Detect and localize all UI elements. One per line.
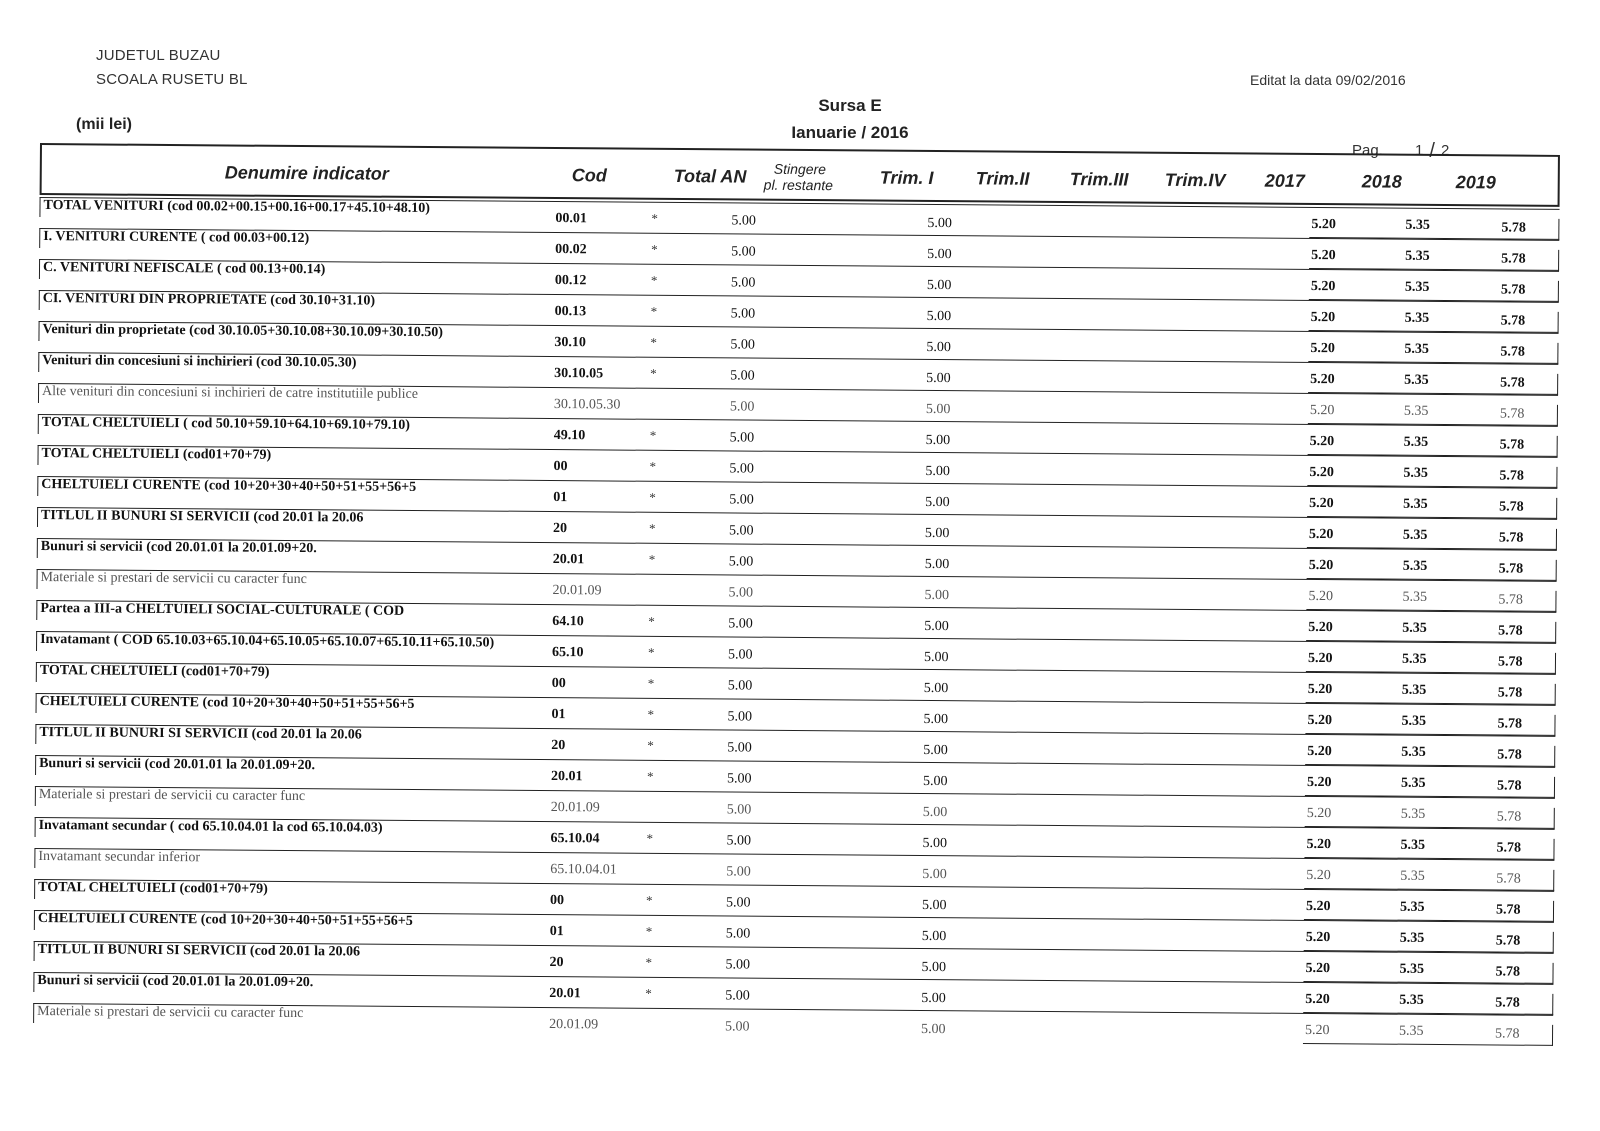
- indicator-name: CHELTUIELI CURENTE (cod 10+20+30+40+50+51+55+56+5: [41, 477, 417, 495]
- indicator-code: 20.01.09: [549, 1017, 599, 1033]
- year-2019-value: 5.78: [1496, 840, 1522, 856]
- indicator-code: 30.10.05.30: [553, 397, 621, 413]
- year-2018-value: 5.35: [1404, 372, 1429, 388]
- total-an-value: 5.00: [725, 926, 751, 942]
- year-2017-value: 5.20: [1306, 805, 1332, 822]
- year-2018-value: 5.35: [1401, 744, 1426, 760]
- star-marker: *: [650, 303, 658, 319]
- year-2019-value: 5.78: [1495, 995, 1520, 1011]
- trim1-value: 5.00: [922, 773, 948, 790]
- indicator-code: 01: [553, 490, 568, 506]
- page-separator: /: [1429, 140, 1435, 162]
- year-2017-value: 5.20: [1307, 650, 1333, 667]
- col-header-name: Denumire indicator: [224, 161, 389, 184]
- indicator-code: 65.10.04: [550, 831, 600, 847]
- indicator-name: TOTAL CHELTUIELI (cod01+70+79): [39, 663, 270, 680]
- year-2017-value: 5.20: [1309, 495, 1334, 512]
- year-2018-value: 5.35: [1401, 682, 1427, 698]
- star-marker: *: [645, 923, 653, 939]
- year-2019-value: 5.78: [1498, 592, 1524, 608]
- year-2018-value: 5.35: [1404, 310, 1430, 326]
- trim1-value: 5.00: [921, 897, 947, 914]
- star-marker: *: [649, 427, 657, 443]
- year-2018-value: 5.35: [1403, 465, 1429, 481]
- indicator-code: 00.01: [555, 211, 587, 227]
- total-an-value: 5.00: [727, 740, 752, 756]
- indicator-name: TOTAL CHELTUIELI (cod01+70+79): [38, 880, 268, 897]
- total-an-value: 5.00: [730, 337, 755, 353]
- total-an-value: 5.00: [729, 399, 755, 415]
- trim1-value: 5.00: [921, 1021, 946, 1038]
- indicator-name: TOTAL CHELTUIELI (cod01+70+79): [41, 446, 272, 463]
- year-2017-value: 5.20: [1306, 867, 1331, 884]
- year-2017-value: 5.20: [1305, 929, 1331, 946]
- col-header-2017: 2017: [1264, 170, 1305, 191]
- indicator-name: Invatamant secundar inferior: [38, 849, 201, 866]
- year-2019-value: 5.78: [1498, 561, 1524, 577]
- year-2017-value: 5.20: [1308, 588, 1334, 605]
- edit-date: Editat la data 09/02/2016: [1250, 72, 1406, 88]
- year-2018-value: 5.35: [1399, 961, 1425, 977]
- star-marker: *: [650, 365, 657, 381]
- year-2017-value: 5.20: [1305, 898, 1331, 915]
- star-marker: *: [645, 954, 653, 970]
- year-2018-value: 5.35: [1405, 248, 1430, 264]
- total-an-value: 5.00: [729, 461, 755, 477]
- year-2017-value: 5.20: [1307, 712, 1333, 729]
- year-2019-value: 5.78: [1501, 251, 1526, 267]
- total-an-value: 5.00: [730, 368, 755, 384]
- year-2018-value: 5.35: [1400, 806, 1426, 822]
- indicator-code: 20.01: [550, 769, 583, 785]
- year-2019-value: 5.78: [1500, 282, 1526, 298]
- trim1-value: 5.00: [926, 308, 952, 325]
- document-header: [96, 44, 248, 92]
- indicator-code: 30.10: [554, 335, 587, 351]
- year-2017-value: 5.20: [1305, 960, 1331, 977]
- star-marker: *: [648, 613, 655, 629]
- indicator-code: 49.10: [553, 428, 586, 444]
- col-header-total: Total AN: [673, 165, 747, 187]
- indicator-code: 00.13: [554, 304, 587, 320]
- indicator-name: Venituri din proprietate (cod 30.10.05+30.10.08+30.10.09+30.10.50): [42, 322, 443, 341]
- period-title: Ianuarie / 2016: [791, 123, 909, 142]
- total-an-value: 5.00: [729, 492, 754, 508]
- page-current: 1: [1415, 142, 1424, 159]
- year-2019-value: 5.78: [1499, 468, 1524, 484]
- year-2018-value: 5.35: [1402, 620, 1427, 636]
- year-2019-value: 5.78: [1497, 654, 1523, 670]
- indicator-code: 00.12: [554, 273, 587, 289]
- total-an-value: 5.00: [727, 709, 753, 725]
- trim1-value: 5.00: [925, 463, 951, 480]
- col-header-stingere-line2: pl. restante: [763, 176, 834, 194]
- year-2017-value: 5.20: [1306, 774, 1332, 791]
- indicator-name: Bunuri si servicii (cod 20.01.01 la 20.01.09+20.: [37, 973, 314, 991]
- trim1-value: 5.00: [926, 277, 952, 294]
- year-2017-value: 5.20: [1306, 836, 1332, 853]
- indicator-name: Bunuri si servicii (cod 20.01.01 la 20.01.09+20.: [40, 539, 317, 557]
- star-marker: *: [651, 210, 658, 226]
- year-2017-value: 5.20: [1310, 340, 1335, 357]
- trim1-value: 5.00: [924, 525, 950, 542]
- total-an-value: 5.00: [731, 244, 756, 260]
- indicator-code: 20.01.09: [552, 583, 602, 599]
- year-2018-value: 5.35: [1403, 434, 1429, 450]
- year-2019-value: 5.78: [1501, 220, 1526, 236]
- trim1-value: 5.00: [924, 618, 949, 635]
- indicator-code: 20.01: [549, 986, 581, 1002]
- trim1-value: 5.00: [923, 649, 949, 666]
- star-marker: *: [648, 551, 656, 567]
- total-an-value: 5.00: [727, 678, 753, 694]
- trim1-value: 5.00: [923, 711, 949, 728]
- indicator-name: Materiale si prestari de servicii cu caracter func: [40, 570, 307, 588]
- year-2019-value: 5.78: [1498, 623, 1523, 639]
- table-header: [40, 143, 1560, 207]
- indicator-name: Venituri din concesiuni si inchirieri (cod 30.10.05.30): [42, 353, 357, 371]
- indicator-code: 00: [551, 676, 566, 692]
- year-2017-value: 5.20: [1305, 991, 1330, 1008]
- year-2019-value: 5.78: [1495, 902, 1521, 918]
- total-an-value: 5.00: [730, 306, 756, 322]
- indicator-code: 20: [549, 955, 564, 971]
- star-marker: *: [648, 520, 656, 536]
- indicator-code: 20: [551, 738, 566, 754]
- year-2019-value: 5.78: [1495, 933, 1521, 949]
- trim1-value: 5.00: [924, 587, 950, 604]
- indicator-code: 64.10: [552, 614, 584, 630]
- trim1-value: 5.00: [926, 370, 951, 387]
- col-header-stingere-line1: Stingere: [773, 160, 827, 178]
- year-2017-value: 5.20: [1305, 1022, 1330, 1039]
- year-2017-value: 5.20: [1307, 681, 1333, 698]
- indicator-name: TITLUL II BUNURI SI SERVICII (cod 20.01 la 20.06: [39, 725, 362, 743]
- page-total: 2: [1440, 142, 1450, 159]
- total-an-value: 5.00: [725, 895, 751, 911]
- county-name: JUDETUL BUZAU: [96, 47, 221, 64]
- indicator-name: TOTAL VENITURI (cod 00.02+00.15+00.16+00.17+45.10+48.10): [43, 198, 430, 217]
- total-an-value: 5.00: [728, 585, 754, 601]
- total-an-value: 5.00: [730, 275, 756, 291]
- year-2019-value: 5.78: [1498, 530, 1524, 546]
- col-header-trim2: Trim.II: [975, 167, 1030, 189]
- indicator-code: 65.10.04.01: [550, 862, 617, 878]
- year-2018-value: 5.35: [1401, 713, 1427, 729]
- col-header-cod: Cod: [571, 164, 607, 185]
- year-2017-value: 5.20: [1309, 433, 1335, 450]
- total-an-value: 5.00: [726, 864, 751, 880]
- total-an-value: 5.00: [726, 802, 752, 818]
- trim1-value: 5.00: [925, 432, 951, 449]
- year-2018-value: 5.35: [1403, 496, 1428, 512]
- trim1-value: 5.00: [922, 835, 948, 852]
- star-marker: *: [650, 334, 658, 350]
- indicator-name: Bunuri si servicii (cod 20.01.01 la 20.01.09+20.: [39, 756, 316, 774]
- school-name: SCOALA RUSETU BL: [96, 71, 248, 88]
- budget-table: [33, 143, 1560, 1077]
- trim1-value: 5.00: [925, 401, 951, 418]
- year-2019-value: 5.78: [1497, 747, 1522, 763]
- indicator-code: 65.10: [551, 645, 584, 661]
- year-2017-value: 5.20: [1310, 371, 1335, 388]
- total-an-value: 5.00: [725, 1019, 750, 1035]
- year-2019-value: 5.78: [1496, 778, 1522, 794]
- year-2019-value: 5.78: [1497, 685, 1523, 701]
- year-2018-value: 5.35: [1403, 403, 1429, 419]
- total-an-value: 5.00: [729, 430, 755, 446]
- total-an-value: 5.00: [726, 771, 752, 787]
- trim1-value: 5.00: [922, 804, 948, 821]
- indicator-code: 30.10.05: [554, 366, 604, 382]
- trim1-value: 5.00: [921, 959, 947, 976]
- year-2018-value: 5.35: [1400, 868, 1425, 884]
- indicator-name: CHELTUIELI CURENTE (cod 10+20+30+40+50+51+55+56+5: [37, 911, 413, 929]
- year-2018-value: 5.35: [1402, 527, 1428, 543]
- total-an-value: 5.00: [728, 523, 754, 539]
- year-2019-value: 5.78: [1499, 406, 1525, 422]
- year-2017-value: 5.20: [1311, 216, 1336, 233]
- indicator-name: Partea a III-a CHELTUIELI SOCIAL-CULTURALE ( COD: [40, 601, 405, 619]
- indicator-code: 01: [551, 707, 566, 723]
- year-2017-value: 5.20: [1309, 402, 1335, 419]
- year-2018-value: 5.35: [1404, 279, 1430, 295]
- indicator-code: 00: [550, 893, 565, 909]
- star-marker: *: [647, 644, 655, 660]
- year-2017-value: 5.20: [1308, 557, 1334, 574]
- year-2017-value: 5.20: [1310, 278, 1336, 295]
- year-2019-value: 5.78: [1499, 437, 1525, 453]
- star-marker: *: [647, 737, 654, 753]
- indicator-name: CI. VENITURI DIN PROPRIETATE (cod 30.10+31.10): [42, 291, 376, 309]
- page-label: Pag.: [1352, 142, 1383, 159]
- total-an-value: 5.00: [725, 988, 750, 1004]
- indicator-name: Materiale si prestari de servicii cu caracter func: [38, 787, 306, 805]
- year-2019-value: 5.78: [1494, 1026, 1520, 1042]
- col-header-stingere: [764, 151, 834, 204]
- source-title: Sursa E: [818, 96, 882, 115]
- indicator-name: TOTAL CHELTUIELI ( cod 50.10+59.10+64.10+69.10+79.10): [41, 415, 410, 433]
- trim1-value: 5.00: [921, 928, 947, 945]
- star-marker: *: [647, 675, 655, 691]
- total-an-value: 5.00: [728, 554, 754, 570]
- year-2019-value: 5.78: [1500, 375, 1525, 391]
- star-marker: *: [645, 985, 652, 1001]
- year-2018-value: 5.35: [1401, 651, 1427, 667]
- indicator-name: I. VENITURI CURENTE ( cod 00.03+00.12): [43, 229, 310, 247]
- col-header-2018: 2018: [1361, 170, 1402, 192]
- star-marker: *: [649, 458, 657, 474]
- indicator-code: 20: [552, 521, 568, 537]
- total-an-value: 5.00: [725, 957, 751, 973]
- trim1-value: 5.00: [923, 742, 948, 759]
- year-2018-value: 5.35: [1399, 992, 1424, 1008]
- total-an-value: 5.00: [726, 833, 752, 849]
- trim1-value: 5.00: [927, 215, 952, 232]
- year-2019-value: 5.78: [1500, 344, 1525, 360]
- trim1-value: 5.00: [926, 339, 951, 356]
- total-an-value: 5.00: [728, 616, 753, 632]
- year-2018-value: 5.35: [1402, 558, 1428, 574]
- star-marker: *: [649, 489, 656, 505]
- units-label: (mii lei): [76, 116, 133, 133]
- indicator-code: 20.01.09: [550, 800, 600, 816]
- year-2018-value: 5.35: [1404, 341, 1429, 357]
- col-header-trim1: Trim. I: [879, 167, 934, 188]
- year-2019-value: 5.78: [1497, 716, 1523, 732]
- year-2019-value: 5.78: [1496, 871, 1521, 887]
- year-2018-value: 5.35: [1400, 775, 1426, 791]
- year-2018-value: 5.35: [1402, 589, 1428, 605]
- indicator-code: 00: [553, 459, 568, 475]
- col-header-2019: 2019: [1455, 171, 1496, 192]
- year-2018-value: 5.35: [1399, 1023, 1424, 1039]
- col-header-trim4: Trim.IV: [1164, 169, 1226, 190]
- star-marker: *: [646, 768, 654, 784]
- star-marker: *: [651, 241, 658, 257]
- year-2018-value: 5.35: [1399, 899, 1425, 915]
- year-2017-value: 5.20: [1307, 743, 1332, 760]
- indicator-code: 00.02: [555, 242, 587, 258]
- trim1-value: 5.00: [923, 680, 949, 697]
- year-2017-value: 5.20: [1308, 619, 1333, 636]
- indicator-name: Invatamant secundar ( cod 65.10.04.01 la cod 65.10.04.03): [38, 818, 383, 836]
- col-header-trim3: Trim.III: [1069, 168, 1129, 190]
- year-2018-value: 5.35: [1405, 217, 1430, 233]
- year-2017-value: 5.20: [1311, 247, 1336, 264]
- year-2017-value: 5.20: [1309, 464, 1335, 481]
- trim1-value: 5.00: [927, 246, 952, 263]
- indicator-name: Materiale si prestari de servicii cu caracter func: [37, 1004, 304, 1022]
- indicator-name: C. VENITURI NEFISCALE ( cod 00.13+00.14): [42, 260, 326, 278]
- year-2019-value: 5.78: [1500, 313, 1526, 329]
- year-2017-value: 5.20: [1308, 526, 1334, 543]
- year-2018-value: 5.35: [1399, 930, 1425, 946]
- year-2019-value: 5.78: [1495, 964, 1521, 980]
- trim1-value: 5.00: [925, 494, 950, 511]
- indicator-name: Invatamant ( COD 65.10.03+65.10.04+65.10.05+65.10.07+65.10.11+65.10.50): [40, 632, 495, 651]
- indicator-name: Alte venituri din concesiuni si inchirieri de catre institutiile publice: [41, 384, 419, 402]
- year-2018-value: 5.35: [1400, 837, 1426, 853]
- trim1-value: 5.00: [924, 556, 950, 573]
- indicator-name: TITLUL II BUNURI SI SERVICII (cod 20.01 la 20.06: [37, 942, 361, 960]
- indicator-name: CHELTUIELI CURENTE (cod 10+20+30+40+50+51+55+56+5: [39, 694, 415, 712]
- indicator-name: TITLUL II BUNURI SI SERVICII (cod 20.01 la 20.06: [41, 508, 364, 526]
- star-marker: *: [646, 830, 654, 846]
- indicator-code: 20.01: [552, 552, 585, 568]
- star-marker: *: [647, 706, 655, 722]
- year-2017-value: 5.20: [1310, 309, 1336, 326]
- trim1-value: 5.00: [922, 866, 947, 883]
- star-marker: *: [650, 272, 658, 288]
- total-an-value: 5.00: [727, 647, 753, 663]
- total-an-value: 5.00: [731, 213, 756, 229]
- year-2019-value: 5.78: [1496, 809, 1522, 825]
- star-marker: *: [646, 892, 653, 908]
- indicator-code: 01: [549, 924, 564, 940]
- trim1-value: 5.00: [921, 990, 946, 1007]
- year-2019-value: 5.78: [1499, 499, 1524, 515]
